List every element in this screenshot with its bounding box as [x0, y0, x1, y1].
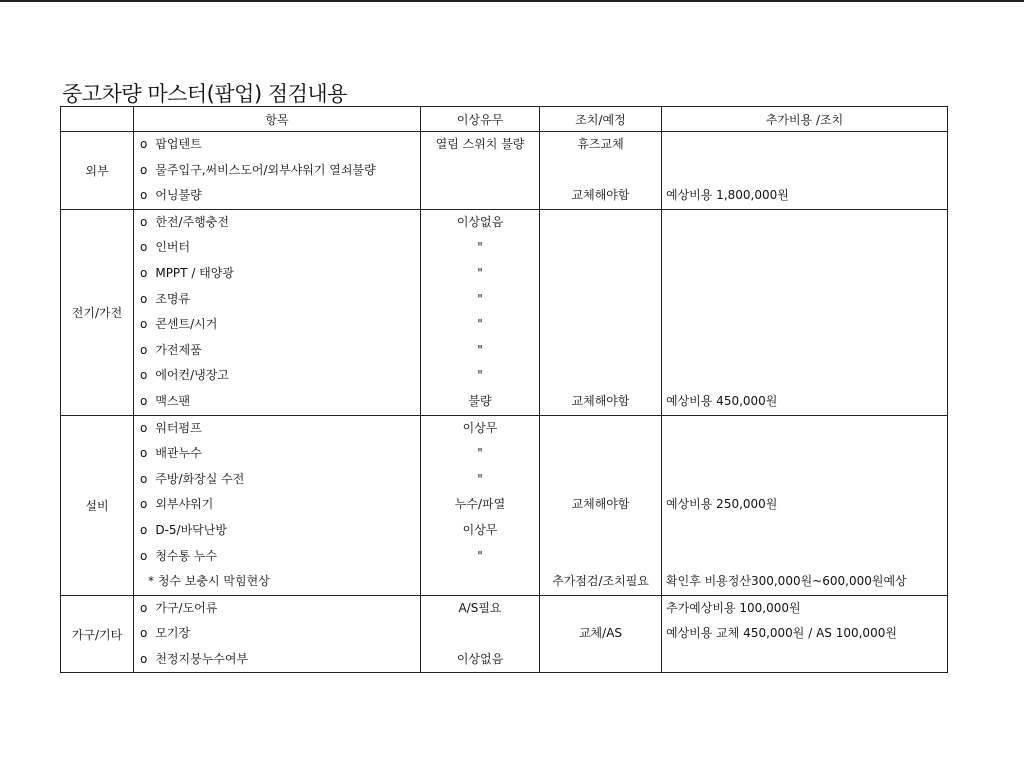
item-label: D-5/바닥난방 [155, 522, 227, 537]
cost-value [662, 287, 947, 313]
status-cell [421, 209, 540, 415]
bullet-marker: o [140, 214, 148, 229]
status-value: " [477, 446, 483, 461]
bullet-marker: o [140, 291, 148, 306]
action-value [540, 287, 661, 313]
action-value [540, 467, 661, 493]
action-value [540, 544, 661, 570]
item-label: 가구/도어류 [155, 600, 218, 615]
item-line [134, 210, 420, 236]
cost-cell [662, 132, 948, 210]
item-line [134, 261, 420, 287]
item-line [134, 132, 420, 158]
action-value [540, 416, 661, 442]
section-row [61, 595, 948, 673]
bullet-marker: o [140, 522, 148, 537]
status-cell [421, 595, 540, 673]
bullet-marker: o [140, 548, 148, 563]
cost-value [662, 518, 947, 544]
bullet-marker: o [140, 317, 148, 332]
bullet-marker: o [140, 342, 148, 357]
action-cell [540, 132, 662, 210]
status-cell [421, 132, 540, 210]
top-border-line [0, 0, 1024, 2]
bullet-marker: o [140, 162, 148, 177]
item-label: 천정지붕누수여부 [155, 651, 249, 666]
bullet-marker: o [140, 393, 148, 408]
section-row [61, 132, 948, 210]
item-line [134, 235, 420, 261]
header-status: 이상유무 [421, 107, 540, 132]
header-item: 항목 [134, 107, 421, 132]
status-value: " [477, 317, 483, 332]
section-row [61, 415, 948, 595]
bullet-marker: o [140, 471, 148, 486]
cost-value: 추가예상비용 100,000원 [666, 600, 801, 615]
item-label: 인버터 [155, 240, 191, 255]
action-value [540, 235, 661, 261]
status-value: " [477, 291, 483, 306]
action-value: 추가점검/조치필요 [552, 574, 649, 589]
cost-value [662, 647, 947, 673]
action-value: 교체해야함 [571, 188, 630, 203]
action-value: 교체/AS [578, 626, 623, 641]
status-value [421, 621, 539, 647]
bullet-marker: o [140, 497, 148, 512]
status-value: 이상무 [462, 522, 498, 537]
cost-value [662, 363, 947, 389]
cost-value [662, 544, 947, 570]
item-line [134, 338, 420, 364]
document-title: 중고차량 마스터(팝업) 점검내용 [62, 82, 347, 106]
cost-value [662, 441, 947, 467]
cost-value [662, 467, 947, 493]
item-line [134, 158, 420, 184]
action-cell [540, 209, 662, 415]
status-value: 이상무 [462, 420, 498, 435]
action-cell [540, 415, 662, 595]
item-line [134, 467, 420, 493]
cost-value [662, 312, 947, 338]
cost-value: 확인후 비용정산300,000원~600,000원예상 [666, 574, 907, 589]
action-value [540, 647, 661, 673]
item-label: 가전제품 [155, 342, 202, 357]
status-value: 불량 [468, 393, 492, 408]
status-value: 열림 스위치 불량 [435, 137, 525, 151]
cost-value [662, 210, 947, 236]
action-value [540, 338, 661, 364]
item-label: 물주입구,써비스도어/외부샤워기 열쇠불량 [155, 162, 376, 177]
bullet-marker: o [140, 265, 148, 280]
item-cell [134, 415, 421, 595]
cost-value [662, 158, 947, 184]
action-cell [540, 595, 662, 673]
bullet-marker: o [140, 240, 148, 255]
status-value: " [477, 368, 483, 383]
item-line [134, 518, 420, 544]
cost-cell [662, 415, 948, 595]
cost-value: 예상비용 교체 450,000원 / AS 100,000원 [666, 626, 897, 641]
bullet-marker: o [140, 626, 148, 641]
action-value [540, 158, 661, 184]
item-label: 팝업텐트 [155, 137, 202, 151]
status-value [421, 158, 539, 184]
header-cost: 추가비용 /조치 [662, 107, 948, 132]
item-cell [134, 209, 421, 415]
item-line [134, 647, 420, 673]
status-value: " [477, 471, 483, 486]
status-value: " [477, 240, 483, 255]
status-value: 이상없음 [456, 651, 504, 666]
item-label: 주방/화장실 수전 [155, 471, 245, 486]
item-line [134, 287, 420, 313]
item-line [134, 389, 420, 415]
bullet-marker: o [140, 600, 148, 615]
action-value [540, 518, 661, 544]
action-value [540, 261, 661, 287]
status-value: A/S필요 [458, 600, 502, 615]
item-line [134, 312, 420, 338]
item-line [134, 492, 420, 518]
cost-cell [662, 595, 948, 673]
action-value [540, 312, 661, 338]
header-action: 조치/예정 [540, 107, 662, 132]
item-line [134, 596, 420, 622]
status-value: 이상없음 [456, 214, 504, 229]
cost-value [662, 132, 947, 158]
cost-value [662, 338, 947, 364]
item-label: 워터펌프 [155, 420, 202, 435]
header-row [61, 107, 948, 132]
item-line [134, 183, 420, 209]
header-category [61, 107, 134, 132]
item-label: 어닝불량 [155, 188, 202, 203]
category-cell: 설비 [61, 415, 134, 595]
item-note: * 청수 보충시 막힘현상 [148, 574, 270, 589]
bullet-marker: o [140, 446, 148, 461]
status-value: " [477, 548, 483, 563]
inspection-table [60, 106, 948, 673]
item-label: 모기장 [155, 626, 191, 641]
item-line [134, 621, 420, 647]
cost-value: 예상비용 1,800,000원 [666, 188, 789, 203]
item-label: 외부샤워기 [155, 497, 214, 512]
item-line [134, 544, 420, 570]
cost-value [662, 235, 947, 261]
action-value: 교체해야함 [571, 393, 630, 408]
bullet-marker: o [140, 651, 148, 666]
bullet-marker: o [140, 368, 148, 383]
cost-value [662, 261, 947, 287]
cost-value: 예상비용 250,000원 [666, 497, 778, 512]
cost-cell [662, 209, 948, 415]
item-line [134, 363, 420, 389]
cost-value: 예상비용 450,000원 [666, 393, 778, 408]
item-label: 맥스팬 [155, 393, 191, 408]
category-cell: 외부 [61, 132, 134, 210]
bullet-marker: o [140, 137, 148, 151]
category-cell: 전기/가전 [61, 209, 134, 415]
item-line [134, 416, 420, 442]
status-value: " [477, 342, 483, 357]
status-value [421, 183, 539, 209]
item-label: 에어컨/냉장고 [155, 368, 229, 383]
item-label: 조명류 [155, 291, 191, 306]
item-label: MPPT / 태양광 [155, 265, 234, 280]
section-row [61, 209, 948, 415]
action-value [540, 441, 661, 467]
category-cell: 가구/기타 [61, 595, 134, 673]
item-label: 한전/주행충전 [155, 214, 229, 229]
action-value: 휴즈교체 [577, 137, 624, 151]
bullet-marker: o [140, 188, 148, 203]
item-label: 배관누수 [155, 446, 202, 461]
item-cell [134, 132, 421, 210]
action-value [540, 210, 661, 236]
item-label: 콘센트/시거 [155, 317, 218, 332]
item-cell [134, 595, 421, 673]
action-value: 교체해야함 [571, 497, 630, 512]
item-label: 청수통 누수 [155, 548, 218, 563]
bullet-marker: o [140, 420, 148, 435]
status-value: 누수/파열 [454, 497, 506, 512]
status-value [421, 569, 539, 595]
action-value [540, 363, 661, 389]
status-cell [421, 415, 540, 595]
action-value [540, 596, 661, 622]
item-line [134, 441, 420, 467]
cost-value [662, 416, 947, 442]
status-value: " [477, 265, 483, 280]
